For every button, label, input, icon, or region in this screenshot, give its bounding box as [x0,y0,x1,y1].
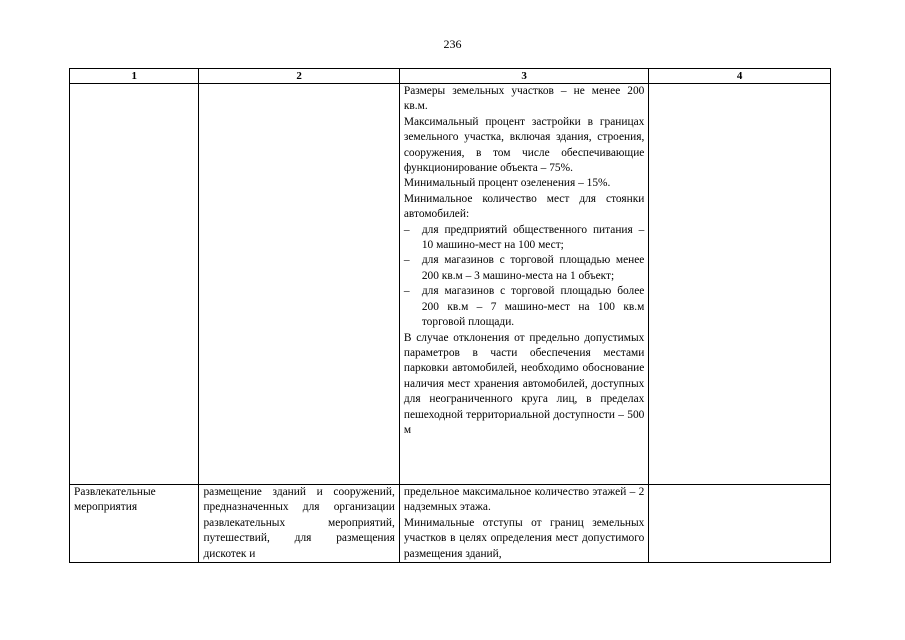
row2-col2-cell: размещение зданий и сооружений, предназначенных для организации развлекательных мероприятий, путешествий, для размещения дискотек и [199,485,399,563]
row1-col1-cell [70,84,199,485]
column-header-4: 4 [649,69,831,84]
row2-col4-cell [649,485,831,563]
table-header-row [70,69,831,84]
row2-col1-cell: Развлекательные мероприятия [70,485,199,563]
parameter-paragraph: Минимальный процент озеленения – 15%. [403,177,611,190]
column-header-3: 3 [399,69,648,84]
dash-bullet-icon: – [403,285,410,298]
parameter-paragraph: В случае отклонения от предельно допустимых параметров в части обеспечения местами парковки автомобилей, необходимо обоснование наличия мест хранения автомобилей, доступных для неограниченного круга лиц, в пределах пешеходной территориальной доступности – 500 м [403,331,645,436]
dash-bullet-icon: – [403,223,410,236]
column-header-2: 2 [199,69,399,84]
parameter-paragraph: Минимальное количество мест для стоянки автомобилей: [403,192,645,221]
parameter-paragraph: предельное максимальное количество этажей – 2 надземных этажа. [403,486,645,514]
list-item [404,223,644,254]
row1-col3-cell [399,84,648,485]
list-item-text: для предприятий общественного питания – 10 машино-мест на 100 мест; [421,223,645,252]
parameter-paragraph: Минимальные отступы от границ земельных участков в целях определения мест допустимого размещения зданий, [403,516,645,560]
parameter-paragraph: Размеры земельных участков – не менее 200 кв.м. [403,85,645,113]
parameter-paragraph: Максимальный процент застройки в границах земельного участка, включая здания, строения, сооружения, в том числе обеспечивающие функционирование объекта – 75%. [403,115,645,175]
row1-col4-cell [649,84,831,485]
list-item-text: для магазинов с торговой площадью менее 200 кв.м – 3 машино-места на 1 объект; [421,254,645,282]
list-item [404,253,644,284]
table-row [70,84,831,485]
dash-bullet-icon: – [403,254,410,267]
row1-col2-cell [199,84,399,485]
row2-col3-cell [399,485,648,563]
list-item-text: для магазинов с торговой площадью более 200 кв.м – 7 машино-мест на 100 кв.м торговой площади. [421,285,645,329]
parking-list [404,223,644,331]
list-item [404,284,644,330]
page-number: 236 [443,37,462,51]
regulations-table [69,68,831,563]
table-row [70,485,831,563]
column-header-1: 1 [70,69,199,84]
